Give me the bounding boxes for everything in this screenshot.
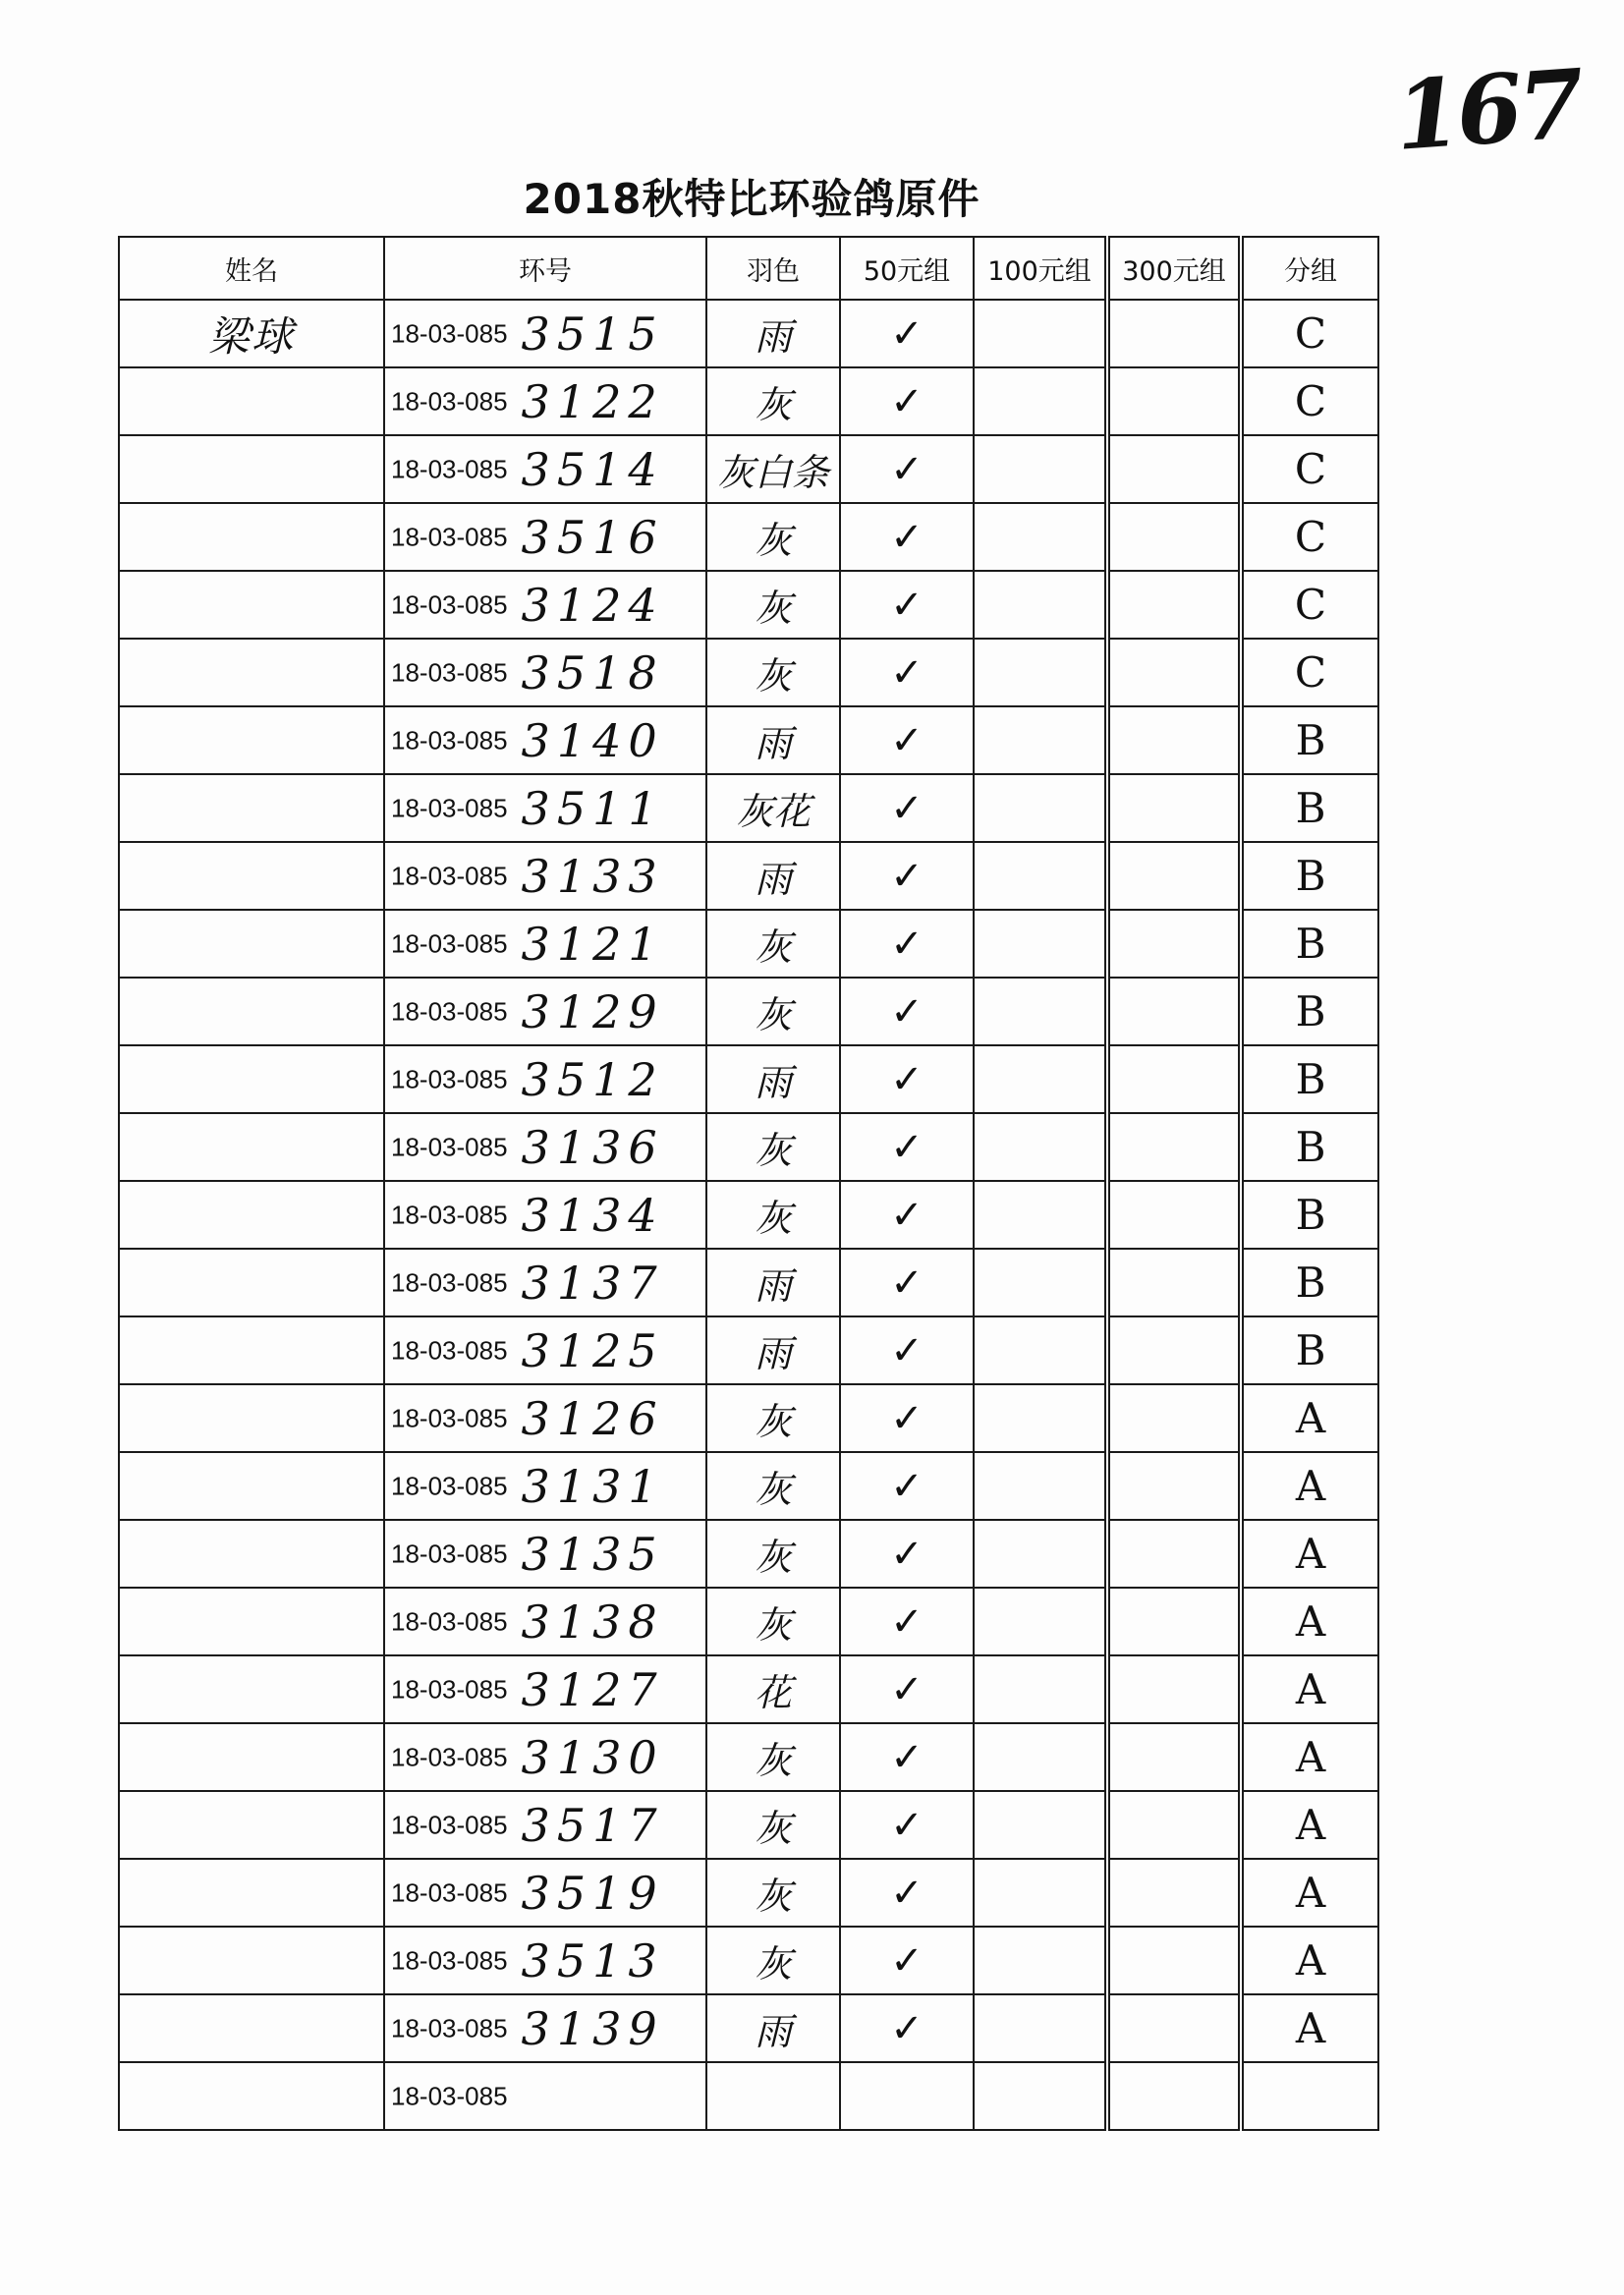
table-row <box>119 1927 1378 1994</box>
ring-serial-handwritten: 3131 <box>521 1459 664 1513</box>
group-300-check-cell <box>1107 1791 1241 1859</box>
group-100-check-cell <box>974 300 1107 367</box>
table-row <box>119 1249 1378 1316</box>
ring-number-cell <box>384 1588 706 1655</box>
owner-name-cell <box>119 1045 384 1113</box>
ring-prefix: 18-03-085 <box>391 1674 508 1704</box>
table-row <box>119 639 1378 706</box>
group-300-check-cell <box>1107 1384 1241 1452</box>
ring-number-cell <box>384 1859 706 1927</box>
table-row <box>119 1316 1378 1384</box>
ring-prefix: 18-03-085 <box>391 928 508 958</box>
ring-number-cell <box>384 706 706 774</box>
ring-serial-handwritten: 3515 <box>521 307 664 361</box>
group-50-check-cell: ✓ <box>840 1384 974 1452</box>
ring-serial-handwritten: 3135 <box>521 1527 664 1581</box>
group-50-check-cell <box>840 2062 974 2130</box>
group-50-check-cell: ✓ <box>840 774 974 842</box>
ring-prefix: 18-03-085 <box>391 454 508 483</box>
group-100-check-cell <box>974 1655 1107 1723</box>
owner-name-cell <box>119 1452 384 1520</box>
owner-name-cell <box>119 978 384 1045</box>
group-50-check-cell: ✓ <box>840 706 974 774</box>
ring-prefix: 18-03-085 <box>391 1539 508 1568</box>
group-100-check-cell <box>974 774 1107 842</box>
owner-name-cell <box>119 842 384 910</box>
owner-name-cell <box>119 1316 384 1384</box>
ring-prefix: 18-03-085 <box>391 1877 508 1907</box>
ring-prefix: 18-03-085 <box>391 1200 508 1229</box>
group-50-check-cell: ✓ <box>840 1927 974 1994</box>
group-letter-cell: B <box>1241 1316 1378 1384</box>
table-header-row <box>119 237 1378 300</box>
group-50-check-cell: ✓ <box>840 1859 974 1927</box>
ring-serial-handwritten: 3138 <box>521 1595 664 1649</box>
feather-color-cell: 雨 <box>706 1045 840 1113</box>
ring-serial-handwritten: 3127 <box>521 1662 664 1716</box>
group-300-check-cell <box>1107 1181 1241 1249</box>
group-50-check-cell: ✓ <box>840 1723 974 1791</box>
group-100-check-cell <box>974 1520 1107 1588</box>
feather-color-cell: 灰 <box>706 639 840 706</box>
group-100-check-cell <box>974 1791 1107 1859</box>
table-row <box>119 435 1378 503</box>
owner-name-cell <box>119 2062 384 2130</box>
ring-prefix: 18-03-085 <box>391 1267 508 1297</box>
document-title: 2018秋特比环验鸽原件 <box>523 175 980 223</box>
ring-serial-handwritten: 3514 <box>521 442 664 496</box>
feather-color-cell: 雨 <box>706 1249 840 1316</box>
ring-number-cell <box>384 1927 706 1994</box>
group-300-check-cell <box>1107 1249 1241 1316</box>
group-letter-cell: B <box>1241 1249 1378 1316</box>
ring-prefix: 18-03-085 <box>391 318 508 348</box>
ring-serial-handwritten: 3139 <box>521 2001 664 2055</box>
group-letter-cell <box>1241 2062 1378 2130</box>
group-letter-cell: A <box>1241 1927 1378 1994</box>
ring-serial-handwritten: 3126 <box>521 1391 664 1445</box>
ring-prefix: 18-03-085 <box>391 861 508 890</box>
group-300-check-cell <box>1107 1723 1241 1791</box>
group-50-check-cell: ✓ <box>840 1655 974 1723</box>
group-letter-cell: A <box>1241 1655 1378 1723</box>
table-row <box>119 1655 1378 1723</box>
ring-serial-handwritten: 3517 <box>521 1798 664 1852</box>
group-50-check-cell: ✓ <box>840 1520 974 1588</box>
group-300-check-cell <box>1107 706 1241 774</box>
group-300-check-cell <box>1107 1045 1241 1113</box>
header-ring-number: 环号 <box>384 237 706 300</box>
header-name: 姓名 <box>119 237 384 300</box>
group-50-check-cell: ✓ <box>840 639 974 706</box>
group-letter-cell: A <box>1241 1384 1378 1452</box>
table-row <box>119 1520 1378 1588</box>
ring-prefix: 18-03-085 <box>391 1471 508 1500</box>
ring-number-cell <box>384 571 706 639</box>
group-letter-cell: A <box>1241 1723 1378 1791</box>
table-row <box>119 774 1378 842</box>
ring-number-cell <box>384 1181 706 1249</box>
table-row <box>119 1791 1378 1859</box>
feather-color-cell: 花 <box>706 1655 840 1723</box>
ring-prefix: 18-03-085 <box>391 2081 508 2110</box>
ring-prefix: 18-03-085 <box>391 725 508 755</box>
table-row <box>119 367 1378 435</box>
group-letter-cell: A <box>1241 1859 1378 1927</box>
table-row <box>119 1181 1378 1249</box>
ring-serial-handwritten: 3130 <box>521 1730 664 1784</box>
feather-color-cell: 灰 <box>706 367 840 435</box>
ring-serial-handwritten: 3133 <box>521 849 664 903</box>
group-300-check-cell <box>1107 1859 1241 1927</box>
owner-name-cell <box>119 1384 384 1452</box>
ring-prefix: 18-03-085 <box>391 1810 508 1839</box>
ring-number-cell <box>384 1113 706 1181</box>
ring-number-cell <box>384 978 706 1045</box>
group-300-check-cell <box>1107 1655 1241 1723</box>
group-100-check-cell <box>974 1588 1107 1655</box>
owner-name-cell <box>119 503 384 571</box>
table-row <box>119 1723 1378 1791</box>
table-row <box>119 1588 1378 1655</box>
owner-name-cell <box>119 1181 384 1249</box>
group-300-check-cell <box>1107 571 1241 639</box>
feather-color-cell: 灰白条 <box>706 435 840 503</box>
ring-prefix: 18-03-085 <box>391 1335 508 1365</box>
ring-number-cell <box>384 367 706 435</box>
ring-number-cell <box>384 842 706 910</box>
group-letter-cell: B <box>1241 910 1378 978</box>
group-letter-cell: C <box>1241 571 1378 639</box>
group-100-check-cell <box>974 1316 1107 1384</box>
table-row <box>119 842 1378 910</box>
group-100-check-cell <box>974 910 1107 978</box>
feather-color-cell: 灰 <box>706 1859 840 1927</box>
ring-prefix: 18-03-085 <box>391 1064 508 1093</box>
owner-name-cell <box>119 1723 384 1791</box>
ring-prefix: 18-03-085 <box>391 1132 508 1161</box>
feather-color-cell: 灰花 <box>706 774 840 842</box>
group-50-check-cell: ✓ <box>840 1113 974 1181</box>
group-300-check-cell <box>1107 1316 1241 1384</box>
ring-prefix: 18-03-085 <box>391 657 508 687</box>
ring-number-cell <box>384 300 706 367</box>
table-row <box>119 1452 1378 1520</box>
group-100-check-cell <box>974 435 1107 503</box>
owner-name-cell: 梁球 <box>119 300 384 367</box>
ring-prefix: 18-03-085 <box>391 1403 508 1432</box>
owner-name-cell <box>119 1520 384 1588</box>
group-letter-cell: B <box>1241 774 1378 842</box>
header-300-yuan-group: 300元组 <box>1107 237 1241 300</box>
ring-number-cell <box>384 1723 706 1791</box>
feather-color-cell: 灰 <box>706 1113 840 1181</box>
feather-color-cell: 灰 <box>706 978 840 1045</box>
ring-prefix: 18-03-085 <box>391 589 508 619</box>
ring-number-cell <box>384 1384 706 1452</box>
group-100-check-cell <box>974 842 1107 910</box>
registration-table <box>118 236 1379 2131</box>
ring-serial-handwritten: 3518 <box>521 645 664 700</box>
table-row <box>119 300 1378 367</box>
group-100-check-cell <box>974 1249 1107 1316</box>
table-row <box>119 1045 1378 1113</box>
table-row <box>119 1859 1378 1927</box>
ring-number-cell <box>384 1520 706 1588</box>
group-50-check-cell: ✓ <box>840 1045 974 1113</box>
table-row <box>119 571 1378 639</box>
group-50-check-cell: ✓ <box>840 300 974 367</box>
group-100-check-cell <box>974 1452 1107 1520</box>
ring-prefix: 18-03-085 <box>391 1606 508 1636</box>
group-letter-cell: B <box>1241 1181 1378 1249</box>
feather-color-cell: 灰 <box>706 1384 840 1452</box>
feather-color-cell: 灰 <box>706 1588 840 1655</box>
ring-number-cell <box>384 1316 706 1384</box>
group-100-check-cell <box>974 2062 1107 2130</box>
group-100-check-cell <box>974 1723 1107 1791</box>
table-row <box>119 1384 1378 1452</box>
ring-number-cell <box>384 1994 706 2062</box>
group-50-check-cell: ✓ <box>840 503 974 571</box>
owner-name-cell <box>119 435 384 503</box>
owner-name-cell <box>119 639 384 706</box>
group-300-check-cell <box>1107 1927 1241 1994</box>
group-300-check-cell <box>1107 1520 1241 1588</box>
group-50-check-cell: ✓ <box>840 1588 974 1655</box>
ring-number-cell <box>384 774 706 842</box>
ring-number-cell <box>384 1249 706 1316</box>
ring-serial-handwritten: 3134 <box>521 1188 664 1242</box>
group-50-check-cell: ✓ <box>840 1316 974 1384</box>
owner-name-cell <box>119 1655 384 1723</box>
group-50-check-cell: ✓ <box>840 1181 974 1249</box>
feather-color-cell: 灰 <box>706 1791 840 1859</box>
table-row <box>119 978 1378 1045</box>
table-row <box>119 2062 1378 2130</box>
group-100-check-cell <box>974 571 1107 639</box>
handwritten-page-number: 167 <box>1391 47 1585 172</box>
table-row <box>119 706 1378 774</box>
ring-prefix: 18-03-085 <box>391 2013 508 2043</box>
group-100-check-cell <box>974 1045 1107 1113</box>
ring-number-cell <box>384 503 706 571</box>
ring-prefix: 18-03-085 <box>391 1742 508 1771</box>
owner-name-cell <box>119 706 384 774</box>
ring-number-cell <box>384 1045 706 1113</box>
group-letter-cell: B <box>1241 706 1378 774</box>
group-letter-cell: B <box>1241 1045 1378 1113</box>
ring-serial-handwritten: 3136 <box>521 1120 664 1174</box>
feather-color-cell: 灰 <box>706 571 840 639</box>
ring-number-cell <box>384 639 706 706</box>
group-letter-cell: C <box>1241 435 1378 503</box>
group-300-check-cell <box>1107 910 1241 978</box>
group-50-check-cell: ✓ <box>840 571 974 639</box>
owner-name-cell <box>119 774 384 842</box>
group-300-check-cell <box>1107 1113 1241 1181</box>
group-50-check-cell: ✓ <box>840 1249 974 1316</box>
group-100-check-cell <box>974 1181 1107 1249</box>
ring-serial-handwritten: 3137 <box>521 1256 664 1310</box>
ring-prefix: 18-03-085 <box>391 1945 508 1975</box>
ring-number-cell <box>384 435 706 503</box>
group-100-check-cell <box>974 978 1107 1045</box>
ring-number-cell <box>384 1655 706 1723</box>
owner-name-cell <box>119 1859 384 1927</box>
ring-serial-handwritten: 3513 <box>521 1933 664 1987</box>
header-50-yuan-group: 50元组 <box>840 237 974 300</box>
feather-color-cell: 雨 <box>706 300 840 367</box>
group-300-check-cell <box>1107 1452 1241 1520</box>
owner-name-cell <box>119 1927 384 1994</box>
feather-color-cell <box>706 2062 840 2130</box>
group-50-check-cell: ✓ <box>840 435 974 503</box>
owner-name-cell <box>119 1249 384 1316</box>
owner-name-cell <box>119 367 384 435</box>
ring-number-cell <box>384 1452 706 1520</box>
ring-serial-handwritten: 3122 <box>521 374 664 428</box>
group-300-check-cell <box>1107 978 1241 1045</box>
feather-color-cell: 灰 <box>706 910 840 978</box>
group-letter-cell: C <box>1241 300 1378 367</box>
group-300-check-cell <box>1107 842 1241 910</box>
ring-serial-handwritten: 3125 <box>521 1323 664 1377</box>
ring-prefix: 18-03-085 <box>391 996 508 1026</box>
table-row <box>119 503 1378 571</box>
ring-serial-handwritten: 3121 <box>521 917 664 971</box>
group-letter-cell: C <box>1241 503 1378 571</box>
feather-color-cell: 雨 <box>706 842 840 910</box>
ring-prefix: 18-03-085 <box>391 793 508 822</box>
group-300-check-cell <box>1107 367 1241 435</box>
group-letter-cell: A <box>1241 1588 1378 1655</box>
feather-color-cell: 灰 <box>706 1723 840 1791</box>
ring-serial-handwritten: 3511 <box>521 781 664 835</box>
owner-name-cell <box>119 1113 384 1181</box>
group-300-check-cell <box>1107 300 1241 367</box>
group-300-check-cell <box>1107 1994 1241 2062</box>
ring-serial-handwritten: 3124 <box>521 578 664 632</box>
header-100-yuan-group: 100元组 <box>974 237 1107 300</box>
feather-color-cell: 灰 <box>706 1452 840 1520</box>
group-100-check-cell <box>974 639 1107 706</box>
group-50-check-cell: ✓ <box>840 1791 974 1859</box>
ring-number-cell <box>384 910 706 978</box>
group-letter-cell: B <box>1241 842 1378 910</box>
group-100-check-cell <box>974 1859 1107 1927</box>
feather-color-cell: 灰 <box>706 1181 840 1249</box>
group-100-check-cell <box>974 1994 1107 2062</box>
group-100-check-cell <box>974 706 1107 774</box>
group-100-check-cell <box>974 503 1107 571</box>
owner-name-cell <box>119 1791 384 1859</box>
table-row <box>119 1994 1378 2062</box>
group-letter-cell: A <box>1241 1520 1378 1588</box>
owner-name-cell <box>119 1994 384 2062</box>
group-letter-cell: A <box>1241 1452 1378 1520</box>
ring-prefix: 18-03-085 <box>391 522 508 551</box>
group-50-check-cell: ✓ <box>840 1452 974 1520</box>
group-letter-cell: C <box>1241 367 1378 435</box>
group-50-check-cell: ✓ <box>840 367 974 435</box>
group-letter-cell: C <box>1241 639 1378 706</box>
ring-serial-handwritten: 3140 <box>521 713 664 767</box>
owner-name-cell <box>119 910 384 978</box>
group-300-check-cell <box>1107 774 1241 842</box>
ring-serial-handwritten: 3519 <box>521 1866 664 1920</box>
header-group: 分组 <box>1241 237 1378 300</box>
feather-color-cell: 灰 <box>706 503 840 571</box>
header-feather-color: 羽色 <box>706 237 840 300</box>
ring-prefix: 18-03-085 <box>391 386 508 416</box>
ring-number-cell <box>384 1791 706 1859</box>
group-letter-cell: B <box>1241 978 1378 1045</box>
group-50-check-cell: ✓ <box>840 842 974 910</box>
group-100-check-cell <box>974 367 1107 435</box>
group-50-check-cell: ✓ <box>840 1994 974 2062</box>
feather-color-cell: 雨 <box>706 1994 840 2062</box>
owner-name-cell <box>119 571 384 639</box>
group-letter-cell: B <box>1241 1113 1378 1181</box>
feather-color-cell: 灰 <box>706 1520 840 1588</box>
ring-number-cell <box>384 2062 706 2130</box>
feather-color-cell: 雨 <box>706 706 840 774</box>
group-300-check-cell <box>1107 1588 1241 1655</box>
table-row <box>119 910 1378 978</box>
group-300-check-cell <box>1107 503 1241 571</box>
feather-color-cell: 灰 <box>706 1927 840 1994</box>
table-body <box>119 300 1378 2130</box>
group-50-check-cell: ✓ <box>840 910 974 978</box>
group-100-check-cell <box>974 1113 1107 1181</box>
group-100-check-cell <box>974 1927 1107 1994</box>
group-letter-cell: A <box>1241 1791 1378 1859</box>
table-row <box>119 1113 1378 1181</box>
group-50-check-cell: ✓ <box>840 978 974 1045</box>
ring-serial-handwritten: 3512 <box>521 1052 664 1106</box>
ring-serial-handwritten: 3129 <box>521 984 664 1038</box>
group-letter-cell: A <box>1241 1994 1378 2062</box>
group-300-check-cell <box>1107 435 1241 503</box>
group-300-check-cell <box>1107 2062 1241 2130</box>
owner-name-cell <box>119 1588 384 1655</box>
group-100-check-cell <box>974 1384 1107 1452</box>
feather-color-cell: 雨 <box>706 1316 840 1384</box>
group-300-check-cell <box>1107 639 1241 706</box>
ring-serial-handwritten: 3516 <box>521 510 664 564</box>
